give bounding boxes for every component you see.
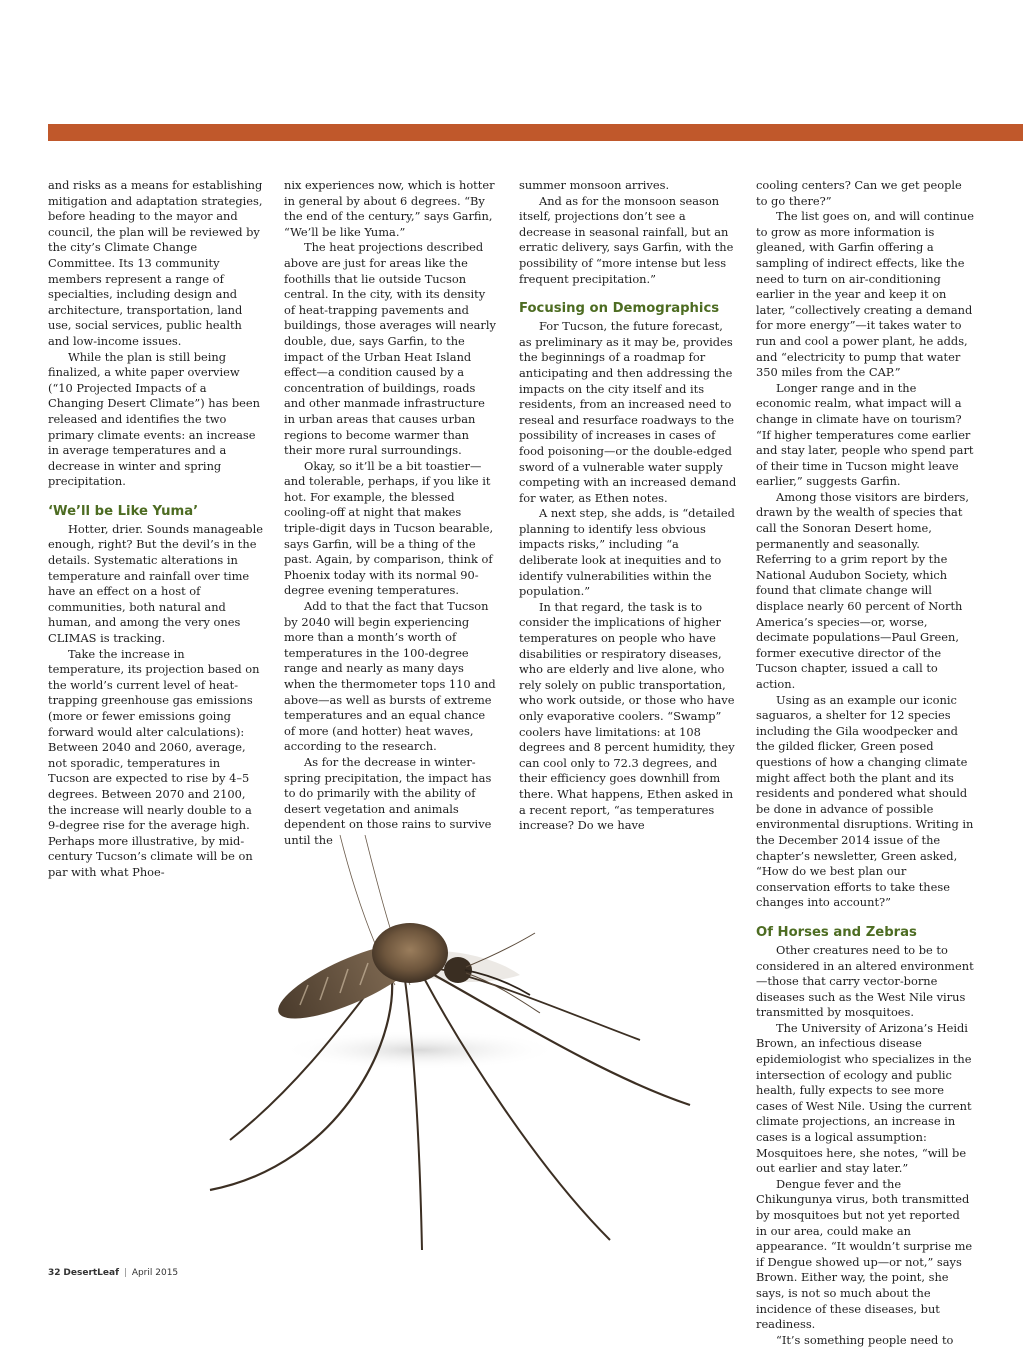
paragraph: Add to that the fact that Tucson by 2040 will begin experiencing more than a month’s worth of temperatures in the 100-degree range and nearly as many days when the thermometer tops 110 and above—as well as bursts of extreme temperatures and an equal chance of more (and hotter) heat waves, according to the research. — [284, 599, 496, 754]
paragraph: And as for the monsoon season itself, projections don’t see a decrease in seasonal rainfall, but an erratic delivery, says Garfin, with the possibility of “more intense but less frequent precipitation.” — [519, 193, 734, 286]
column-2 — [284, 178, 498, 849]
paragraph: The University of Arizona’s Heidi Brown, an infectious disease epidemiologist who specializes in the intersection of ecology and public health, fully expects to see more cases of West Nile. Using the current climate projections, an increase in cases is a logical assumption: Mosquitoes here, she notes, “will be out earlier and stay later.” — [756, 1020, 972, 1176]
header-accent-bar — [48, 124, 1023, 141]
paragraph: Longer range and in the economic realm, what impact will a change in climate have on tourism? “If higher temperatures come earlier and stay later, people who spend part of their time in Tucson might leave earlier,” suggests Garfin. — [756, 380, 974, 489]
section-heading-demographics: Focusing on Demographics — [519, 301, 720, 317]
section-heading-horses-zebras: Of Horses and Zebras — [756, 924, 917, 940]
paragraph: nix experiences now, which is hotter in general by about 6 degrees. “By the end of the century,” says Garfin, “We’ll be like Yuma.” — [284, 178, 495, 239]
paragraph: summer monsoon arrives. — [519, 178, 670, 192]
paragraph: As for the decrease in winter-spring precipitation, the impact has to do primarily with the ability of desert vegetation and animals dependent on those rains to survive until the — [284, 754, 492, 847]
mosquito-photo — [190, 835, 750, 1275]
column-3 — [519, 178, 737, 834]
paragraph: A next step, she adds, is “detailed planning to identify less obvious impacts risks,” including “a deliberate look at inequities and to identify vulnerabilities within the population.” — [519, 506, 735, 599]
paragraph: In that regard, the task is to consider the implications of higher temperatures on people who have disabilities or respiratory diseases, who are elderly and live alone, who rely solely on public transportation, who work outside, or those who have only evaporative coolers. “Swamp” coolers have limitations: at 108 degrees and 8 percent humidity, they can cool only to 72.3 degrees, and their efficiency goes downhill from there. What happens, Ethen asked in a recent report, “as temperatures increase? Do we have — [519, 599, 735, 833]
paragraph: Take the increase in temperature, its projection based on the world’s current level of heat-trapping greenhouse gas emissions (more or fewer emissions going forward would alter calculations): Between 2040 and 2060, average, not sporadic, temperatures in Tucson are expected to rise by 4–5 degrees. Between 2070 and 2100, the increase will nearly double to a 9-degree rise for the average high. Perhaps more illustrative, by mid-century Tucson’s climate will be on par with what Phoe- — [48, 646, 260, 879]
paragraph: Among those visitors are birders, drawn by the wealth of species that call the Sonoran Desert home, permanently and seasonally. Referring to a grim report by the National Audubon Society, which found that climate change will displace nearly 60 percent of North America’s species—or, worse, decimate populations—Paul Green, former executive director of the Tucson chapter, issued a call to action. — [756, 489, 969, 691]
magazine-name: DesertLeaf — [63, 1268, 120, 1278]
paragraph: Dengue fever and the Chikungunya virus, both transmitted by mosquitoes but not yet reported in our area, could make an appearance. “It wouldn’t surprise me if Dengue showed up—or not,” says Brown. Either way, the point, she says, is not so much about the incidence of these diseases, but readiness. — [756, 1176, 973, 1332]
paragraph: and risks as a means for establishing mitigation and adaptation strategies, before heading to the mayor and council, the plan will be reviewed by the city’s Climate Change Committee. Its 13 community members represent a range of specialties, including design and architecture, transportation, land use, social services, public health and low-income issues. — [48, 178, 263, 348]
paragraph: Okay, so it’ll be a bit toastier—and tolerable, perhaps, if you like it hot. For example, the blessed cooling-off at night that makes triple-digit days in Tucson bearable, says Garfin, will be a thing of the past. Again, by comparison, think of Phoenix today with its normal 90-degree evening temperatures. — [284, 458, 494, 598]
paragraph: Using as an example our iconic saguaros, a shelter for 12 species including the Gila woodpecker and the gilded flicker, Green posed questions of how a changing climate might affect both the plant and its residents and pondered what should be done in advance of possible environmental disruptions. Writing in the December 2014 issue of the chapter’s newsletter, Green asked, “How do we best plan our conservation efforts to take these changes into account?” — [756, 692, 974, 910]
paragraph: The heat projections described above are just for areas like the foothills that lie outside Tucson central. In the city, with its density of heat-trapping pavements and buildings, those averages will nearly double, due, says Garfin, to the impact of the Urban Heat Island effect—a condition caused by a concentration of buildings, roads and other manmade infrastructure in urban areas that causes urban regions to become warmer than their more rural surroundings. — [284, 240, 496, 458]
paragraph: For Tucson, the future forecast, as preliminary as it may be, provides the beginnings of a roadmap for anticipating and then addressing the impacts on the city itself and its residents, from an increased need to reseal and resurface roadways to the possibility of increases in cases of food poisoning—or the double-edged sword of a vulnerable water supply competing with an increased demand for water, as Ethen notes. — [519, 319, 737, 505]
paragraph: Other creatures need to be to considered in an altered environment—those that carry vector-borne diseases such as the West Nile virus transmitted by mosquitoes. — [756, 942, 974, 1020]
section-heading-yuma: ‘We’ll be Like Yuma’ — [48, 503, 199, 519]
column-1 — [48, 178, 264, 881]
page-number: 32 — [48, 1268, 61, 1278]
paragraph: “It’s something people need to — [776, 1332, 954, 1347]
column-4 — [756, 178, 974, 1348]
paragraph: While the plan is still being finalized, a white paper overview (“10 Projected Impacts of a Changing Desert Climate”) has been released and identifies the two primary climate events: an increase in average temperatures and a decrease in winter and spring precipitation. — [48, 349, 260, 489]
page-footer — [48, 1268, 178, 1278]
paragraph: Hotter, drier. Sounds manageable enough, right? But the devil’s in the details. Systematic alterations in temperature and rainfall over time have an effect on a host of communities, both natural and human, and among the very ones CLIMAS is tracking. — [48, 521, 263, 646]
issue-date: April 2015 — [131, 1268, 179, 1278]
paragraph: cooling centers? Can we get people to go there?” — [756, 178, 962, 208]
paragraph: The list goes on, and will continue to grow as more information is gleaned, with Garfin offering a sampling of indirect effects, like the need to turn on air-conditioning earlier in the year and keep it on later, “collectively creating a demand for more energy”—it takes water to run and cool a power plant, he adds, and “electricity to pump that water 350 miles from the CAP.” — [756, 209, 974, 380]
footer-separator: | — [123, 1268, 127, 1278]
